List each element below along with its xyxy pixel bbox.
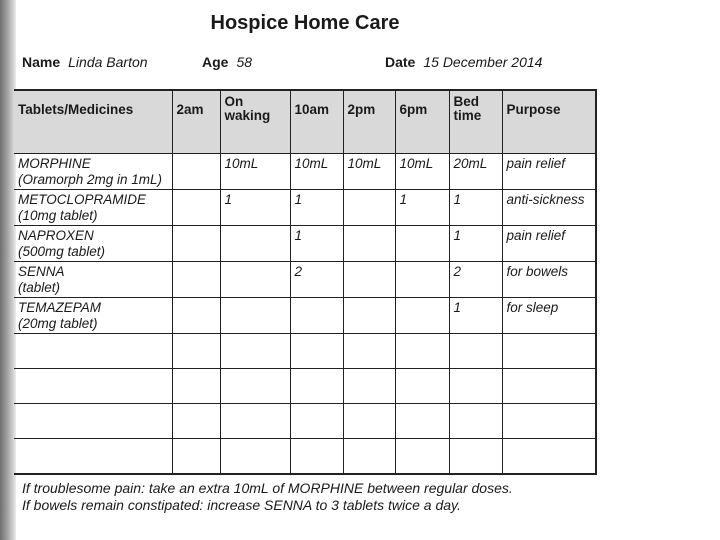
table-row [14, 369, 596, 404]
dose-cell: 2 [449, 262, 502, 298]
medicine-cell [14, 298, 172, 334]
dose-cell [172, 369, 220, 404]
dose-cell [220, 298, 290, 334]
dose-cell: 10mL [290, 154, 343, 190]
purpose-cell: for sleep [502, 298, 596, 334]
dose-cell [395, 226, 449, 262]
medicine-form: (20mg tablet) [18, 315, 98, 331]
dose-cell [172, 262, 220, 298]
table-row [14, 298, 596, 334]
dose-cell [343, 369, 395, 404]
instruction-note: If bowels remain constipated: increase SENNA to 3 tablets twice a day. [22, 497, 461, 513]
medicine-name: NAPROXEN [18, 228, 94, 244]
dose-cell [343, 439, 395, 474]
dose-cell [172, 404, 220, 439]
dose-cell [172, 154, 220, 190]
table-row [14, 404, 596, 439]
medicine-cell [14, 190, 172, 226]
dose-cell [220, 369, 290, 404]
dose-cell [343, 190, 395, 226]
patient-name-label: Name [22, 54, 61, 70]
dose-cell: 10mL [220, 154, 290, 190]
dose-cell: 1 [449, 226, 502, 262]
dose-cell [343, 262, 395, 298]
header-10am: 10am [290, 90, 343, 154]
medicine-form: (tablet) [18, 279, 61, 295]
dose-cell [449, 369, 502, 404]
chart-date-field [385, 54, 542, 70]
medicine-form: (Oramorph 2mg in 1mL) [18, 171, 163, 187]
medicine-name: MORPHINE [18, 156, 91, 171]
table-row [14, 154, 596, 190]
purpose-cell: pain relief [502, 226, 596, 262]
dose-cell: 1 [220, 190, 290, 226]
dose-cell: 1 [395, 190, 449, 226]
medicine-cell [14, 262, 172, 298]
medication-schedule-table [14, 89, 597, 475]
medicine-name: METOCLOPRAMIDE [18, 192, 147, 208]
table-row [14, 439, 596, 474]
dose-cell [449, 439, 502, 474]
dose-cell [172, 190, 220, 226]
medicine-form: (10mg tablet) [18, 207, 98, 223]
medicine-cell [14, 154, 172, 190]
dose-cell [290, 298, 343, 334]
dose-cell [395, 334, 449, 369]
dose-cell [395, 262, 449, 298]
table-row [14, 190, 596, 226]
dose-cell: 2 [290, 262, 343, 298]
dose-cell [172, 439, 220, 474]
dose-cell: 20mL [449, 154, 502, 190]
medicine-cell [14, 226, 172, 262]
dose-cell [220, 334, 290, 369]
header-2am: 2am [172, 90, 220, 154]
purpose-cell: anti-sickness [502, 190, 596, 226]
dose-cell: 1 [290, 190, 343, 226]
dose-cell: 10mL [343, 154, 395, 190]
purpose-cell [502, 404, 596, 439]
dose-cell [220, 439, 290, 474]
table-row [14, 226, 596, 262]
dose-cell [290, 369, 343, 404]
dose-cell [395, 439, 449, 474]
header-6pm: 6pm [395, 90, 449, 154]
dose-cell [395, 369, 449, 404]
table-row [14, 334, 596, 369]
medicine-form: (500mg tablet) [18, 243, 106, 259]
medicine-cell [14, 334, 172, 369]
purpose-cell [502, 439, 596, 474]
purpose-cell: for bowels [502, 262, 596, 298]
header-on-waking: On waking [220, 90, 290, 154]
dose-cell: 10mL [395, 154, 449, 190]
table-row [14, 262, 596, 298]
page-title: Hospice Home Care [210, 12, 400, 34]
header-2pm: 2pm [343, 90, 395, 154]
dose-cell [220, 226, 290, 262]
table-header-row [14, 90, 596, 154]
medicine-cell [14, 439, 172, 474]
dose-cell [172, 298, 220, 334]
medicine-name: SENNA [18, 264, 65, 280]
medicine-cell [14, 404, 172, 439]
dose-cell: 1 [290, 226, 343, 262]
header-medicines: Tablets/Medicines [14, 90, 172, 154]
dose-cell [172, 226, 220, 262]
chart-date-value: 15 December 2014 [423, 54, 543, 70]
dose-cell [395, 298, 449, 334]
patient-age-label: Age [202, 54, 229, 70]
medicine-cell [14, 369, 172, 404]
dose-cell [343, 404, 395, 439]
patient-name-field [22, 54, 148, 70]
dose-cell [449, 404, 502, 439]
medicine-name: TEMAZEPAM [18, 300, 102, 316]
dose-cell [343, 334, 395, 369]
patient-name-value: Linda Barton [68, 54, 148, 70]
dose-cell [220, 262, 290, 298]
patient-age-field [202, 54, 252, 70]
instruction-note: If troublesome pain: take an extra 10mL of MORPHINE between regular doses. [22, 480, 513, 496]
dose-cell [343, 298, 395, 334]
header-bed-time: Bed time [449, 90, 502, 154]
dose-cell [395, 404, 449, 439]
purpose-cell [502, 369, 596, 404]
dose-cell [343, 226, 395, 262]
patient-age-value: 58 [236, 54, 253, 70]
dose-cell [172, 334, 220, 369]
purpose-cell [502, 334, 596, 369]
chart-date-label: Date [385, 54, 416, 70]
dose-cell [290, 404, 343, 439]
dose-cell [449, 334, 502, 369]
dose-cell [220, 404, 290, 439]
dose-cell [290, 439, 343, 474]
dose-cell [290, 334, 343, 369]
dose-cell: 1 [449, 298, 502, 334]
purpose-cell: pain relief [502, 154, 596, 190]
header-purpose: Purpose [502, 90, 596, 154]
dose-cell: 1 [449, 190, 502, 226]
